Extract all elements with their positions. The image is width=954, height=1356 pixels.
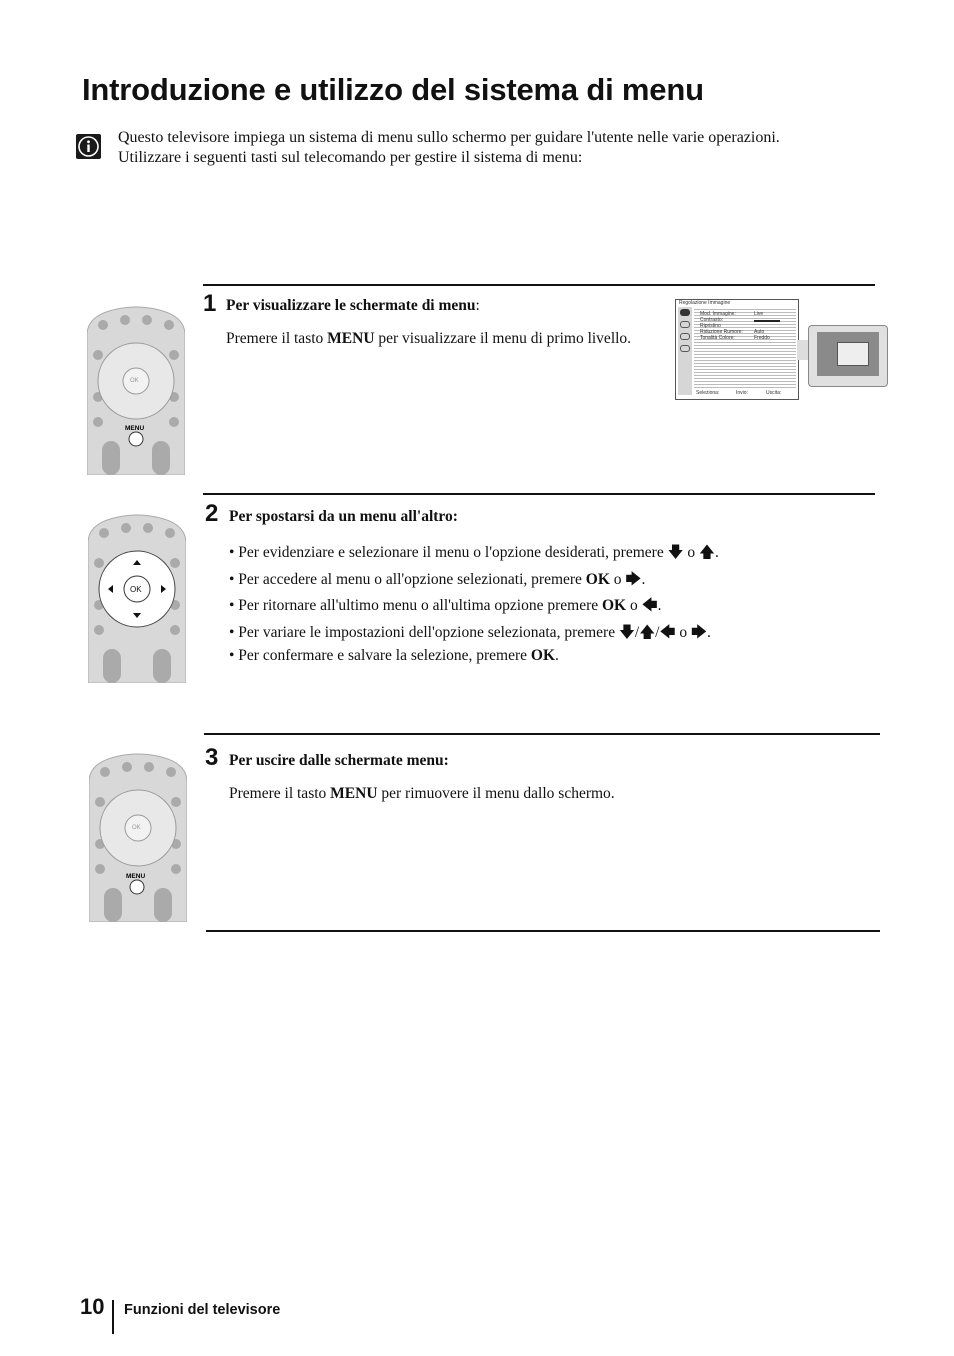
intro-text [118,128,878,168]
intro-line-2: Utilizzare i seguenti tasti sul telecomando per gestire il sistema di menu: [118,149,583,166]
step-1-rule [203,284,875,286]
step-3-heading: Per uscire dalle schermate menu: [229,752,449,769]
step-1-text [226,330,631,348]
menu-row-1-label: Mod. Immagine: [700,311,736,317]
step-2-heading: Per spostarsi da un menu all'altro: [229,508,458,525]
remote-menu-label-3: MENU [126,873,146,880]
contrast-slider [754,320,780,322]
remote-ok-label: OK [130,378,139,384]
step-3-number: 3 [205,744,219,771]
bullet-2-end: . [641,570,646,588]
page-title: Introduzione e utilizzo del sistema di menu [82,72,704,107]
bullet-4-end: . [706,624,711,642]
remote-control-image-3 [89,752,187,922]
step-1-text-bold: MENU [327,330,375,347]
step-2-number: 2 [205,500,219,527]
bullet-item-2 [229,567,719,594]
remote-ok-label-3: OK [132,825,141,831]
step-3-text [229,785,615,803]
right-arrow-icon: 🡆 [625,570,642,588]
intro-line-1: Questo televisore impiega un sistema di menu sullo schermo per guidare l'utente nelle varie operazioni. [118,129,780,146]
info-icon [76,134,101,159]
tv-screen [817,332,879,376]
bullet-3-text: • Per ritornare all'ultimo menu o all'ultima opzione premere [229,597,602,615]
page-number: 10 [80,1294,105,1319]
bullet-2-ok: OK [585,570,610,588]
step-3-rule [204,733,880,735]
setup-menu-icon [680,345,690,352]
step-1-text-post: per visualizzare il menu di primo livello. [374,330,632,347]
step-2-rule [203,493,875,495]
menu-row-5-value: Freddo [754,335,770,341]
step-1-text-pre: Premere il tasto [226,330,328,347]
bullet-1-end: . [714,544,719,561]
menu-row-5-label: Tonalità Colore: [700,335,735,341]
bullet-5-text: • Per confermare e salvare la selezione, premere [229,646,531,664]
step-3-text-bold: MENU [330,785,378,802]
bullet-3-or: o [626,597,642,615]
step-1-heading [226,297,480,315]
footer-section-title: Funzioni del televisore [124,1302,281,1318]
bullet-item-3 [229,593,719,620]
menu-screen-illustration [675,299,799,400]
bullet-4-text: • Per variare le impostazioni dell'opzione selezionata, premere [229,624,619,642]
menu-screen-sidebar [678,307,692,395]
bullet-5-end: . [555,646,559,664]
menu-row-4-value: Auto [754,329,765,335]
bullet-item-4 [229,620,719,647]
tv-illustration [808,325,888,387]
tv-screen-menu-thumbnail [837,342,869,366]
bullet-5-ok: OK [530,646,556,664]
remote-control-image-1 [87,305,185,475]
bullet-3-end: . [657,597,662,615]
menu-row-4-label: Riduzione Rumore: [700,329,743,335]
all-arrows-icons: 🡇/🡅/🡄 o 🡆 [618,624,707,642]
step-1-heading-text: Per visualizzare le schermate di menu [226,297,476,314]
bullet-3-ok: OK [602,597,627,615]
left-arrow-icon: 🡄 [641,597,658,615]
bullet-2-text: • Per accedere al menu o all'opzione selezionati, premere [229,570,586,588]
menu-row-1-value: Live [754,311,764,317]
features-menu-icon [680,333,690,340]
bullet-1-text: • Per evidenziare e selezionare il menu o l'opzione desiderati, premere [229,544,668,561]
menu-row-3-label: Ripristino [700,323,721,329]
picture-menu-icon [680,309,690,316]
menu-footer-enter: Invio: [736,390,748,396]
bottom-rule [206,930,880,932]
bullet-item-1 [229,540,719,567]
step-3-text-post: per rimuovere il menu dallo schermo. [377,785,615,802]
menu-screen-title: Regolazione Immagine [679,300,731,306]
menu-row-2-label: Contrasto: [700,317,724,323]
step-3-text-pre: Premere il tasto [229,785,331,802]
menu-footer-exit: Uscita: [766,390,782,396]
bullet-2-or: o [609,570,626,588]
menu-footer-select: Seleziona: [696,390,720,396]
remote-control-image-2 [88,513,186,683]
footer-divider [112,1300,114,1334]
remote-ok-label-2: OK [130,585,142,594]
down-up-arrow-icons: 🡇 o 🡅 [667,544,715,561]
step-2-bullet-list [229,540,719,673]
step-1-number: 1 [203,290,217,317]
bullet-item-5 [229,647,719,674]
remote-menu-label: MENU [125,425,145,432]
step-1-heading-colon: : [475,297,480,314]
sound-menu-icon [680,321,690,328]
